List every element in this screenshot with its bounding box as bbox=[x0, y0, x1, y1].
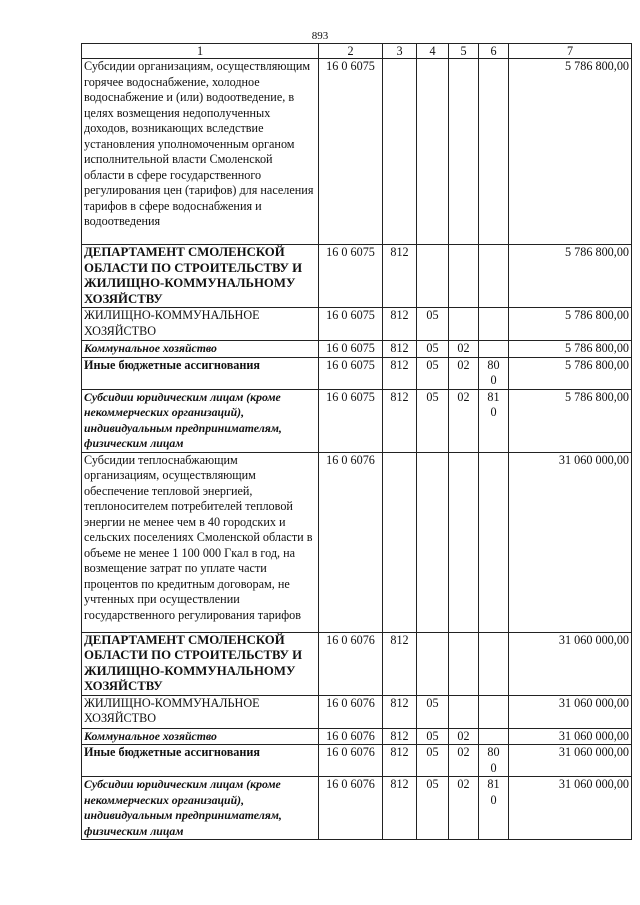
row-subsection-code bbox=[449, 308, 479, 341]
row-csr-code: 16 0 6075 bbox=[319, 308, 383, 341]
row-expense-type-code bbox=[479, 695, 509, 728]
row-csr-code: 16 0 6075 bbox=[319, 389, 383, 452]
row-admin-code: 812 bbox=[383, 357, 417, 389]
row-name-text: ЖИЛИЩНО-КОММУНАЛЬНОЕ ХОЗЯЙСТВО bbox=[84, 308, 260, 338]
table-row bbox=[82, 245, 632, 308]
row-subsection-code: 02 bbox=[449, 341, 479, 358]
row-name bbox=[82, 357, 319, 389]
row-expense-type-code: 800 bbox=[479, 357, 509, 389]
row-csr-code: 16 0 6075 bbox=[319, 245, 383, 308]
row-section-code: 05 bbox=[417, 728, 449, 745]
row-expense-type-code: 810 bbox=[479, 777, 509, 840]
page-number: 893 bbox=[311, 30, 329, 42]
row-csr-code: 16 0 6076 bbox=[319, 745, 383, 777]
row-admin-code: 812 bbox=[383, 341, 417, 358]
row-amount: 31 060 000,00 bbox=[509, 695, 632, 728]
row-amount: 5 786 800,00 bbox=[509, 59, 632, 245]
row-name-text: Субсидии теплоснабжающим организациям, осуществляющим обеспечение тепловой энергией, теплоносителем потребителей тепловой энергии не менее чем в 40 городских и сельских поселениях Смоленской области в объеме не менее 1 100 000 Гкал в год, на возмещение затрат по уплате части процентов по кредитным договорам, не учтенных при осуществлении государственного регулирования тарифов bbox=[84, 452, 313, 622]
row-name-text: Субсидии организациям, осуществляющим горячее водоснабжение, холодное водоснабжение и (или) водоотведение, в целях возмещения недополученных доходов, возникающих вследствие установления уполномоченным органом исполнительной власти Смоленской области в сфере государственного регулирования цен (тарифов) для населения тарифов в сфере водоснабжения и водоотведения bbox=[84, 59, 314, 228]
row-section-code bbox=[417, 59, 449, 245]
col-header-4: 4 bbox=[417, 44, 449, 59]
row-csr-code: 16 0 6075 bbox=[319, 357, 383, 389]
col-header-7: 7 bbox=[509, 44, 632, 59]
row-csr-code: 16 0 6075 bbox=[319, 59, 383, 245]
row-amount: 5 786 800,00 bbox=[509, 389, 632, 452]
row-subsection-code bbox=[449, 632, 479, 695]
row-name-text: Иные бюджетные ассигнования bbox=[84, 357, 261, 372]
row-name-text: Иные бюджетные ассигнования bbox=[84, 745, 261, 759]
row-expense-type-code bbox=[479, 452, 509, 632]
row-admin-code: 812 bbox=[383, 695, 417, 728]
col-header-2: 2 bbox=[319, 44, 383, 59]
row-admin-code: 812 bbox=[383, 632, 417, 695]
row-admin-code: 812 bbox=[383, 245, 417, 308]
row-section-code bbox=[417, 452, 449, 632]
row-name bbox=[82, 632, 319, 695]
row-name bbox=[82, 452, 319, 632]
row-section-code: 05 bbox=[417, 308, 449, 341]
row-expense-type-code: 810 bbox=[479, 389, 509, 452]
row-expense-type-code bbox=[479, 59, 509, 245]
row-section-code: 05 bbox=[417, 777, 449, 840]
row-admin-code bbox=[383, 452, 417, 632]
row-section-code: 05 bbox=[417, 357, 449, 389]
row-expense-type-code bbox=[479, 245, 509, 308]
row-name-text: Коммунальное хозяйство bbox=[84, 341, 217, 355]
row-admin-code: 812 bbox=[383, 389, 417, 452]
table-row bbox=[82, 389, 632, 452]
row-name-text: Субсидии юридическим лицам (кроме некоммерческих организаций), индивидуальным предпринимателям, физическим лицам bbox=[84, 389, 282, 450]
table-row bbox=[82, 308, 632, 341]
row-name bbox=[82, 389, 319, 452]
row-csr-code: 16 0 6076 bbox=[319, 695, 383, 728]
row-admin-code bbox=[383, 59, 417, 245]
row-csr-code: 16 0 6075 bbox=[319, 341, 383, 358]
table-row bbox=[82, 745, 632, 777]
row-subsection-code: 02 bbox=[449, 389, 479, 452]
row-subsection-code bbox=[449, 245, 479, 308]
row-csr-code: 16 0 6076 bbox=[319, 728, 383, 745]
row-amount: 31 060 000,00 bbox=[509, 777, 632, 840]
row-section-code: 05 bbox=[417, 341, 449, 358]
row-name-text: ДЕПАРТАМЕНТ СМОЛЕНСКОЙ ОБЛАСТИ ПО СТРОИТЕЛЬСТВУ И ЖИЛИЩНО-КОММУНАЛЬНОМУ ХОЗЯЙСТВУ bbox=[84, 245, 303, 306]
row-name bbox=[82, 777, 319, 840]
col-header-5: 5 bbox=[449, 44, 479, 59]
table-row bbox=[82, 777, 632, 840]
row-expense-type-code: 800 bbox=[479, 745, 509, 777]
col-header-3: 3 bbox=[383, 44, 417, 59]
row-name bbox=[82, 59, 319, 245]
row-amount: 5 786 800,00 bbox=[509, 308, 632, 341]
row-subsection-code: 02 bbox=[449, 777, 479, 840]
table-row bbox=[82, 452, 632, 632]
header-row bbox=[82, 44, 632, 59]
row-admin-code: 812 bbox=[383, 777, 417, 840]
row-expense-type-code bbox=[479, 308, 509, 341]
row-admin-code: 812 bbox=[383, 745, 417, 777]
row-name-text: Субсидии юридическим лицам (кроме некоммерческих организаций), индивидуальным предпринимателям, физическим лицам bbox=[84, 777, 282, 838]
row-amount: 5 786 800,00 bbox=[509, 357, 632, 389]
row-name bbox=[82, 245, 319, 308]
row-expense-type-code bbox=[479, 341, 509, 358]
row-amount: 5 786 800,00 bbox=[509, 245, 632, 308]
row-admin-code: 812 bbox=[383, 728, 417, 745]
row-section-code: 05 bbox=[417, 389, 449, 452]
row-section-code bbox=[417, 632, 449, 695]
row-csr-code: 16 0 6076 bbox=[319, 777, 383, 840]
row-amount: 31 060 000,00 bbox=[509, 452, 632, 632]
row-expense-type-code bbox=[479, 632, 509, 695]
table-row bbox=[82, 728, 632, 745]
row-name bbox=[82, 745, 319, 777]
row-subsection-code bbox=[449, 59, 479, 245]
row-amount: 5 786 800,00 bbox=[509, 341, 632, 358]
row-expense-type-code bbox=[479, 728, 509, 745]
row-name bbox=[82, 728, 319, 745]
row-section-code bbox=[417, 245, 449, 308]
row-amount: 31 060 000,00 bbox=[509, 745, 632, 777]
row-name bbox=[82, 341, 319, 358]
row-name bbox=[82, 308, 319, 341]
table-row bbox=[82, 59, 632, 245]
row-name-text: Коммунальное хозяйство bbox=[84, 728, 217, 743]
row-amount: 31 060 000,00 bbox=[509, 728, 632, 745]
row-subsection-code bbox=[449, 452, 479, 632]
col-header-1: 1 bbox=[82, 44, 319, 59]
row-name bbox=[82, 695, 319, 728]
col-header-6: 6 bbox=[479, 44, 509, 59]
row-subsection-code: 02 bbox=[449, 357, 479, 389]
row-amount: 31 060 000,00 bbox=[509, 632, 632, 695]
table-row bbox=[82, 695, 632, 728]
row-subsection-code bbox=[449, 695, 479, 728]
row-csr-code: 16 0 6076 bbox=[319, 632, 383, 695]
row-admin-code: 812 bbox=[383, 308, 417, 341]
row-name-text: ЖИЛИЩНО-КОММУНАЛЬНОЕ ХОЗЯЙСТВО bbox=[84, 695, 260, 725]
table-row bbox=[82, 341, 632, 358]
table-row bbox=[82, 357, 632, 389]
row-subsection-code: 02 bbox=[449, 745, 479, 777]
row-name-text: ДЕПАРТАМЕНТ СМОЛЕНСКОЙ ОБЛАСТИ ПО СТРОИТЕЛЬСТВУ И ЖИЛИЩНО-КОММУНАЛЬНОМУ ХОЗЯЙСТВУ bbox=[84, 632, 303, 693]
table-row bbox=[82, 632, 632, 695]
row-section-code: 05 bbox=[417, 695, 449, 728]
row-subsection-code: 02 bbox=[449, 728, 479, 745]
row-section-code: 05 bbox=[417, 745, 449, 777]
budget-table bbox=[81, 43, 632, 840]
row-csr-code: 16 0 6076 bbox=[319, 452, 383, 632]
